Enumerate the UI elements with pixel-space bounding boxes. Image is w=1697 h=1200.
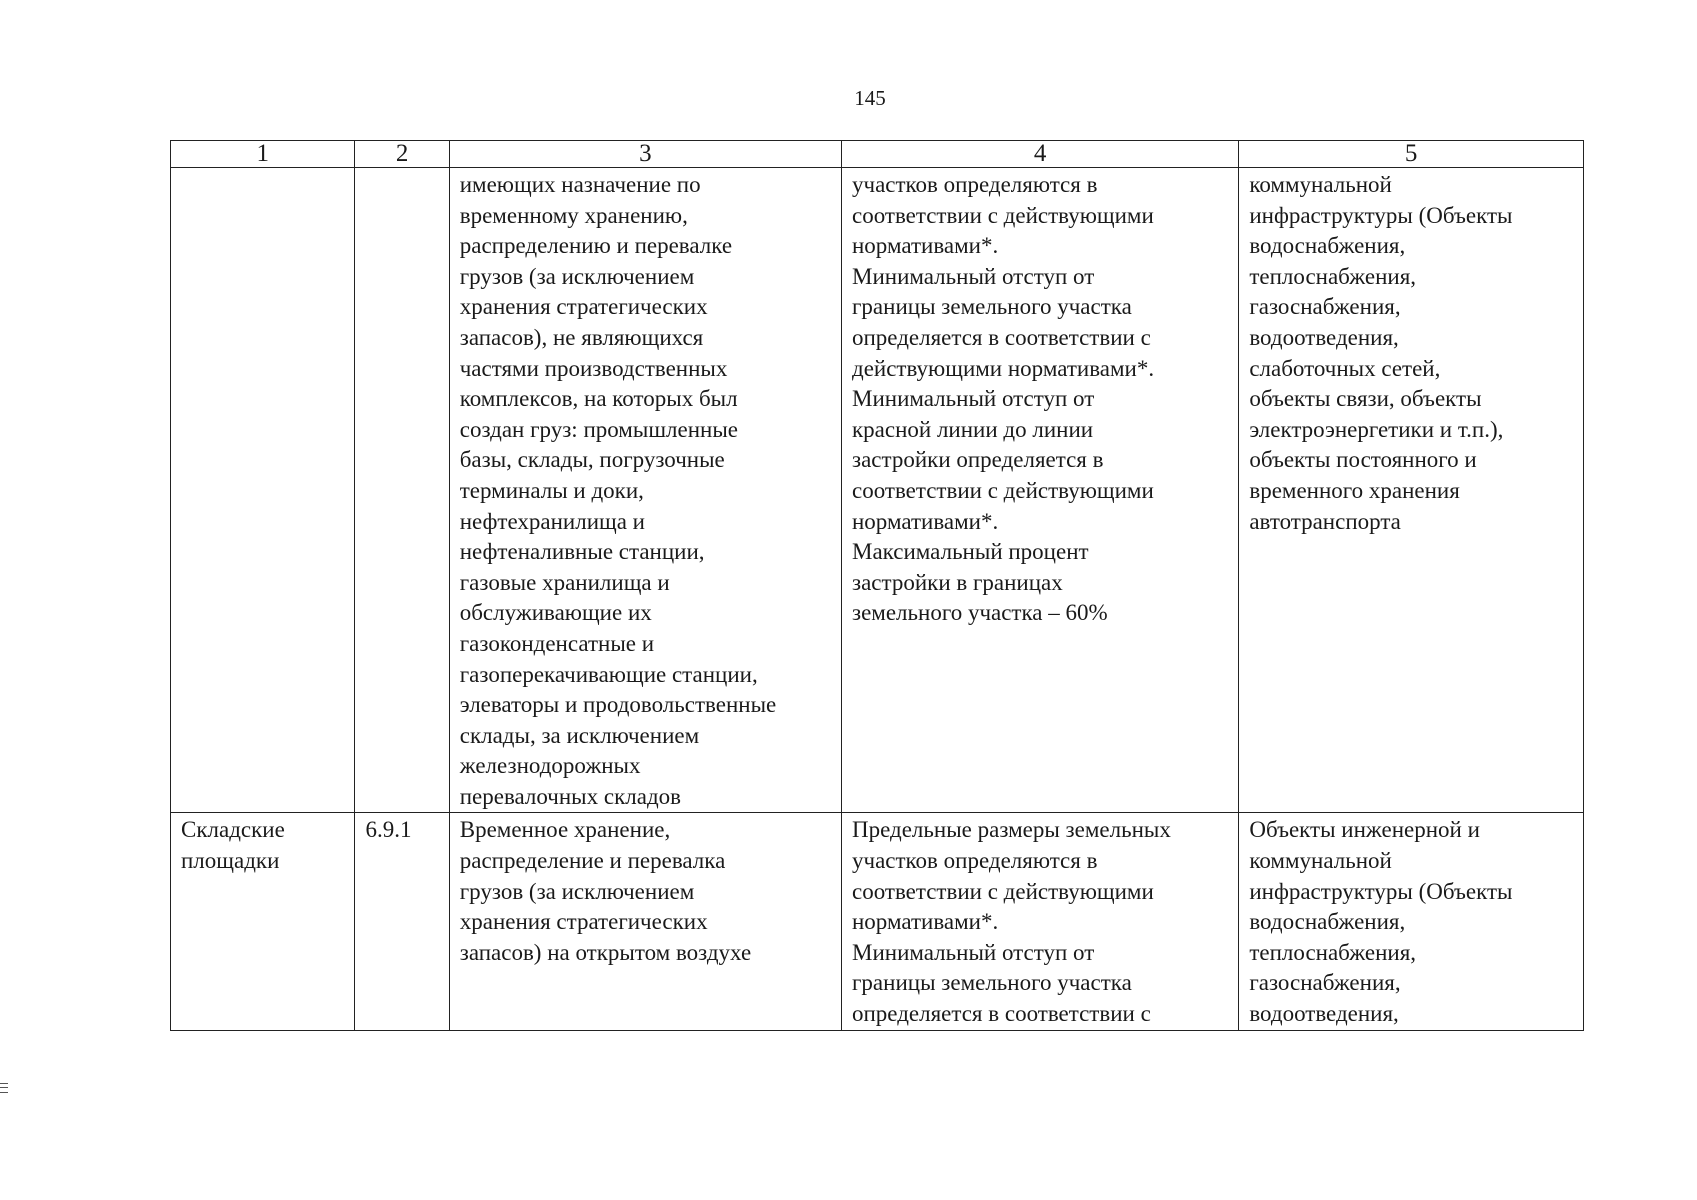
table-row bbox=[171, 168, 1584, 813]
table-row bbox=[171, 813, 1584, 1031]
land-use-type-cell bbox=[171, 168, 355, 813]
code-cell: 6.9.1 bbox=[355, 813, 449, 1031]
parameters-cell: Предельные размеры земельных участков определяются в соответствии с действующими нормативами*. Минимальный отступ от границы земельного участка определяется в соответствии с bbox=[842, 813, 1239, 1031]
column-header-4: 4 bbox=[842, 141, 1239, 168]
header-row bbox=[171, 141, 1584, 168]
margin-mark bbox=[0, 1083, 8, 1093]
auxiliary-uses-cell: Объекты инженерной и коммунальной инфраструктуры (Объекты водоснабжения, теплоснабжения, газоснабжения, водоотведения, bbox=[1239, 813, 1584, 1031]
description-cell: имеющих назначение по временному хранению, распределению и перевалке грузов (за исключением хранения стратегических запасов), не являющихся частями производственных комплексов, на которых был создан груз: промышленные базы, склады, погрузочные терминалы и доки, нефтехранилища и нефтеналивные станции, газовые хранилища и обслуживающие их газоконденсатные и газоперекачивающие станции, элеваторы и продовольственные склады, за исключением железнодорожных перевалочных складов bbox=[449, 168, 841, 813]
land-use-type-cell: Складские площадки bbox=[171, 813, 355, 1031]
parameters-cell: участков определяются в соответствии с действующими нормативами*. Минимальный отступ от границы земельного участка определяется в соответствии с действующими нормативами*. Минимальный отступ от красной линии до линии застройки определяется в соответствии с действующими нормативами*. Максимальный процент застройки в границах земельного участка – 60% bbox=[842, 168, 1239, 813]
description-cell: Временное хранение, распределение и перевалка грузов (за исключением хранения стратегических запасов) на открытом воздухе bbox=[449, 813, 841, 1031]
page-number: 145 bbox=[854, 86, 886, 110]
column-header-2: 2 bbox=[355, 141, 449, 168]
regulations-table bbox=[170, 140, 1584, 1031]
code-cell bbox=[355, 168, 449, 813]
column-header-3: 3 bbox=[449, 141, 841, 168]
auxiliary-uses-cell: коммунальной инфраструктуры (Объекты водоснабжения, теплоснабжения, газоснабжения, водоотведения, слаботочных сетей, объекты связи, объекты электроэнергетики и т.п.), объекты постоянного и временного хранения автотранспорта bbox=[1239, 168, 1584, 813]
column-header-5: 5 bbox=[1239, 141, 1584, 168]
column-header-1: 1 bbox=[171, 141, 355, 168]
